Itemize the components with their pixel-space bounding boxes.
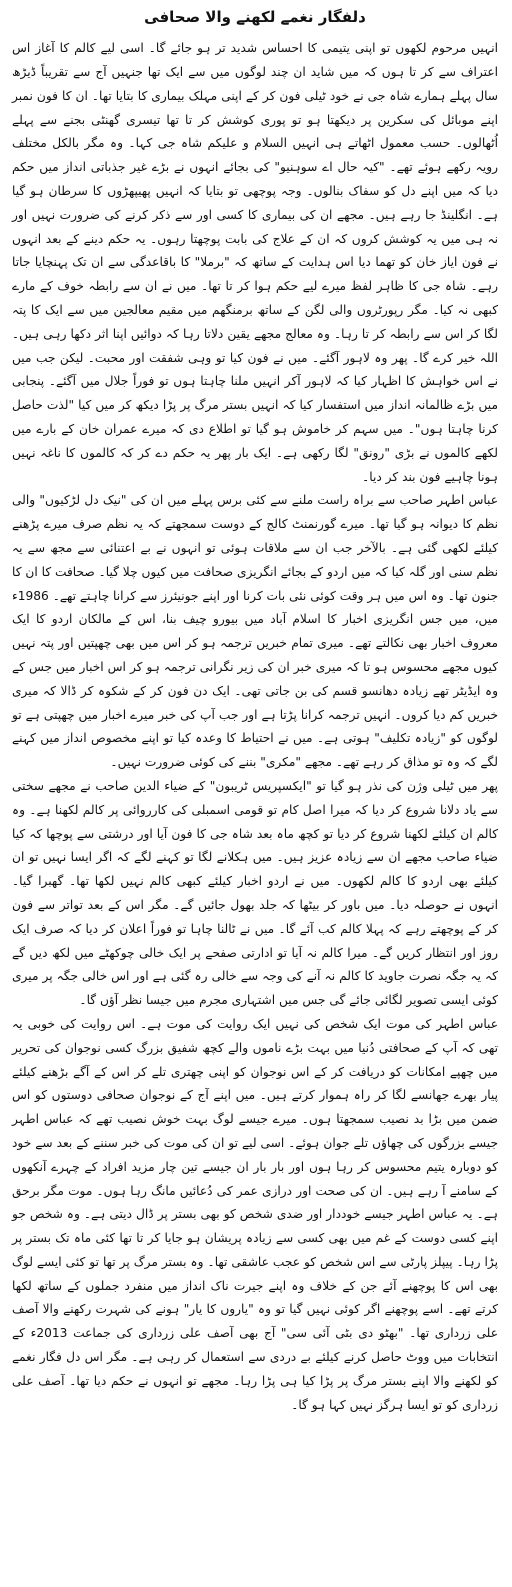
paragraph-3: پھر میں ٹیلی وژن کی نذر ہو گیا تو "ایکسپریس ٹریبون" کے ضیاء الدین صاحب نے مجھے سختی سے یاد دلانا شروع کر دیا کہ میرا اصل کام تو قومی اسمبلی کی کارروائی پر کالم لکھنا ہے۔ وہ کالم ان کیلئے لکھنا شروع کر دیا تو کچھ ماہ بعد شاہ جی کا فون آیا اور درشتی سے پوچھا کہ کیا ضیاء صاحب مجھے ان سے زیادہ عزیز ہیں۔ میں ہکلانے لگا تو کہنے لگے کہ اگر ایسا نہیں تو ان کیلئے بھی اردو کا کالم لکھوں۔ میں نے اردو اخبار کیلئے کبھی کالم نہیں لکھا تھا۔ گھبرا گیا۔ انہوں نے حوصلہ دیا۔ میں باور کر بیٹھا کہ جلد بھول جائیں گے۔ مگر اس کے بعد تواتر سے فون کر کے پوچھتے رہے کہ پہلا کالم کب آئے گا۔ میں نے ٹالنا چاہا تو فوراً اعلان کر دیا کہ صرف ایک روز اور انتظار کریں گے۔ میرا کالم نہ آیا تو ادارتی صفحے پر ایک خالی چوکھٹے میں لکھ دیں گے کہ یہ جگہ نصرت جاوید کا کالم نہ آنے کی وجہ سے خالی رہ گئی ہے اور اس خالی جگہ پر میری کوئی ایسی تصویر لگائی جائے گی جس میں اشتہاری مجرم میں جیسا نظر آؤں گا۔ bbox=[12, 778, 498, 1008]
paragraph-4: عباس اطہر کی موت ایک شخص کی نہیں ایک روایت کی موت ہے۔ اس روایت کی خوبی یہ تھی کہ آپ کے صحافتی دُنیا میں بہت بڑے ناموں والے کچھ شفیق بزرگ کسی نوجوان کی تحریر میں چھپے امکانات کو دریافت کر کے اس نوجوان کو اپنی چھتری تلے کر اس کے آگے بڑھنے کیلئے پیار بھرے جھانسے لگا کر راہ ہموار کرتے ہیں۔ میں اپنے آج کے نوجوان صحافی دوستوں کو اس ضمن میں بڑا بد نصیب سمجھتا ہوں۔ میرے جیسے لوگ بہت خوش نصیب تھے کہ عباس اطہر جیسے بزرگوں کی چھاؤں تلے جوان ہوئے۔ اسی لیے تو ان کی موت کی خبر سننے کے بعد سے خود کو دوبارہ یتیم محسوس کر رہا ہوں اور بار بار ان جیسے تین چار مزید افراد کے چہرے آنکھوں کے سامنے آ رہے ہیں۔ ان کی صحت اور درازی عمر کی دُعائیں مانگ رہا ہوں۔ موت مگر برحق ہے۔ یہ عباس اطہر جیسے خوددار اور ضدی شخص کو بھی بستر پر ڈال دیتی ہے۔ وہ شخص جو اپنے کسی دوست کے غم میں بھی کسی سے زیادہ پریشان ہو جایا کر تا تھا کئی ماہ تک بستر پر پڑا رہا۔ پیپلز پارٹی سے اس شخص کو عجب عاشقی تھا۔ وہ بستر مرگ پر تھا تو کئی ایسے لوگ بھی اس کا پوچھنے آئے جن کے خلاف وہ اپنے جیرت ناک انداز میں منفرد جملوں کے ساتھ لکھا کرتے تھے۔ اسے پوچھنے اگر کوئی نہیں گیا تو وہ "یاروں کا یار" ہونے کی شہرت رکھنے والا آصف علی زرداری تھا۔ "بھٹو دی بٹی آئی سی" آج بھی آصف علی زرداری کی جماعت 2013ء کے انتخابات میں ووٹ حاصل کرنے کیلئے بے دردی سے استعمال کر رہی ہے۔ مگر اس دل فگار نغمے کو لکھنے والا اپنے بستر مرگ پر پڑا کیا ہی پڑا رہا۔ مجھے تو انہوں نے حکم دیا تھا۔ آصف علی زرداری کو تو ایسا ہرگز نہیں کہا ہو گا۔ bbox=[12, 1016, 498, 1412]
paragraph-1: انہیں مرحوم لکھوں تو اپنی یتیمی کا احساس شدید تر ہو جائے گا۔ اسی لیے کالم کا آغاز اس اعتراف سے کر تا ہوں کہ میں شاید ان چند لوگوں میں سے ایک تھا جنہیں آج سے تقریباً ڈیڑھ سال پہلے ہمارے شاہ جی نے خود ٹیلی فون کر کے اپنی مہلک بیماری کا بتایا تھا۔ ان کا فون نمبر اپنے موبائل کی سکرین پر دیکھتا ہو تو پوری کوشش کر تا تھا تیسری گھنٹی بجنے سے پہلے اُٹھالوں۔ حسب معمول اٹھاتے ہی انہیں السلام و علیکم شاہ جی کہا۔ وہ مگر بالکل مختلف رویہ رکھے ہوئے تھے۔ "کیہ حال اے سوہنیو" کی بجائے انہوں نے بڑے غیر جذباتی انداز میں حکم دیا کہ میں اپنے دل کو سفاک بنالوں۔ وجہ پوچھی تو بتایا کہ انہیں پھیپھڑوں کا سرطان ہو گیا ہے۔ انگلینڈ جا رہے ہیں۔ مجھے ان کی بیماری کا کسی اور سے ذکر کرنے کی ضرورت نہیں اور نہ ہی میں یہ کوشش کروں کہ ان کے علاج کی بابت پوچھتا رہوں۔ یہ حکم دینے کے بعد انہوں نے فون ایاز خان کو تھما دیا اس ہدایت کے ساتھ کہ "برملا" کا باقاعدگی سے ان تک پہنچایا جاتا رہے۔ شاہ جی کا ظاہر لفظ میرے لیے حکم ہوا کر تا تھا۔ میں نے ان سے رابطہ خوف کے مارے کبھی نہ کیا۔ مگر رپورٹروں والی لگن کے ساتھ برمنگھم میں مقیم معالجین میں سے ایک کا پتہ لگا کر اس سے رابطہ کر تا رہا۔ وہ معالج مجھے یقین دلاتا رہا کہ دوائیں اپنا اثر دکھا رہی ہیں۔ اللہ خیر کرے گا۔ پھر وہ لاہور آگئے۔ میں نے فون کیا تو وہی شفقت اور محبت۔ لیکن جب میں نے اس خواہش کا اظہار کیا کہ لاہور آکر انہیں ملنا چاہتا ہوں تو فوراً جلال میں آگئے۔ پنجابی میں بڑے ظالمانہ انداز میں استفسار کیا کہ انہیں بستر مرگ پر پڑا دیکھ کر میں کیا "لذت حاصل کرنا چاہتا ہوں"۔ میں سہم کر خاموش ہو گیا تو اطلاع دی کہ میرے عمران خان کے بارے میں لکھے کالموں نے بڑی "رونق" لگا رکھی ہے۔ ایک بار پھر یہ حکم دے کر کہ کالموں کا ناغہ نہیں ہونا چاہیے فون بند کر دیا۔ bbox=[12, 41, 498, 484]
paragraph-2: عباس اطہر صاحب سے براہ راست ملنے سے کئی برس پہلے میں ان کی "نیک دل لڑکیوں" والی نظم کا دیوانہ ہو گیا تھا۔ میرے گورنمنٹ کالج کے دوست سمجھتے کہ یہ نظم صرف میرے پڑھنے کیلئے لکھی گئی ہے۔ بالآخر جب ان سے ملاقات ہوئی تو انہوں نے بے اعتنائی سے مجھ سے یہ نظم سنی اور گلہ کیا کہ میں اردو کے بجائے انگریزی صحافت میں کیوں چلا گیا۔ صحافت کا ان کا جنون تھا۔ وہ اس میں ہر وقت کوئی نئی بات کرنا اور اپنے جونیئرز سے کرانا چاہتے تھے۔ 1986ء میں، میں جس انگریزی اخبار کا اسلام آباد میں بیورو چیف بنا، اس کے مالکان اردو کا ایک معروف اخبار بھی نکالتے تھے۔ میری تمام خبریں ترجمہ ہو کر اس میں بھی چھپتیں اور پتہ نہیں کیوں مجھے محسوس ہو تا کہ میری خبر ان کی زیر نگرانی ترجمہ ہو کر اس اخبار میں جس کے وہ ایڈیٹر تھے زیادہ دھانسو قسم کی بن جاتی تھی۔ ایک دن فون کر کے شکوہ کر ڈالا کہ میری خبریں کم دیا کروں۔ انہیں ترجمہ کرانا پڑتا ہے اور جب آپ کی خبر میرے اخبار میں چھپتی ہے تو لوگوں کو "زیادہ تکلیف" ہوتی ہے۔ میں نے احتیاط کا وعدہ کیا تو اپنے مخصوص انداز میں کہنے لگے کہ وہ تو مذاق کر رہے تھے۔ مجھے "مکری" بننے کی کوئی ضرورت نہیں۔ bbox=[12, 493, 498, 770]
column-headline: دلفگار نغمے لکھنے والا صحافی bbox=[144, 8, 366, 26]
column-body bbox=[12, 37, 498, 1417]
